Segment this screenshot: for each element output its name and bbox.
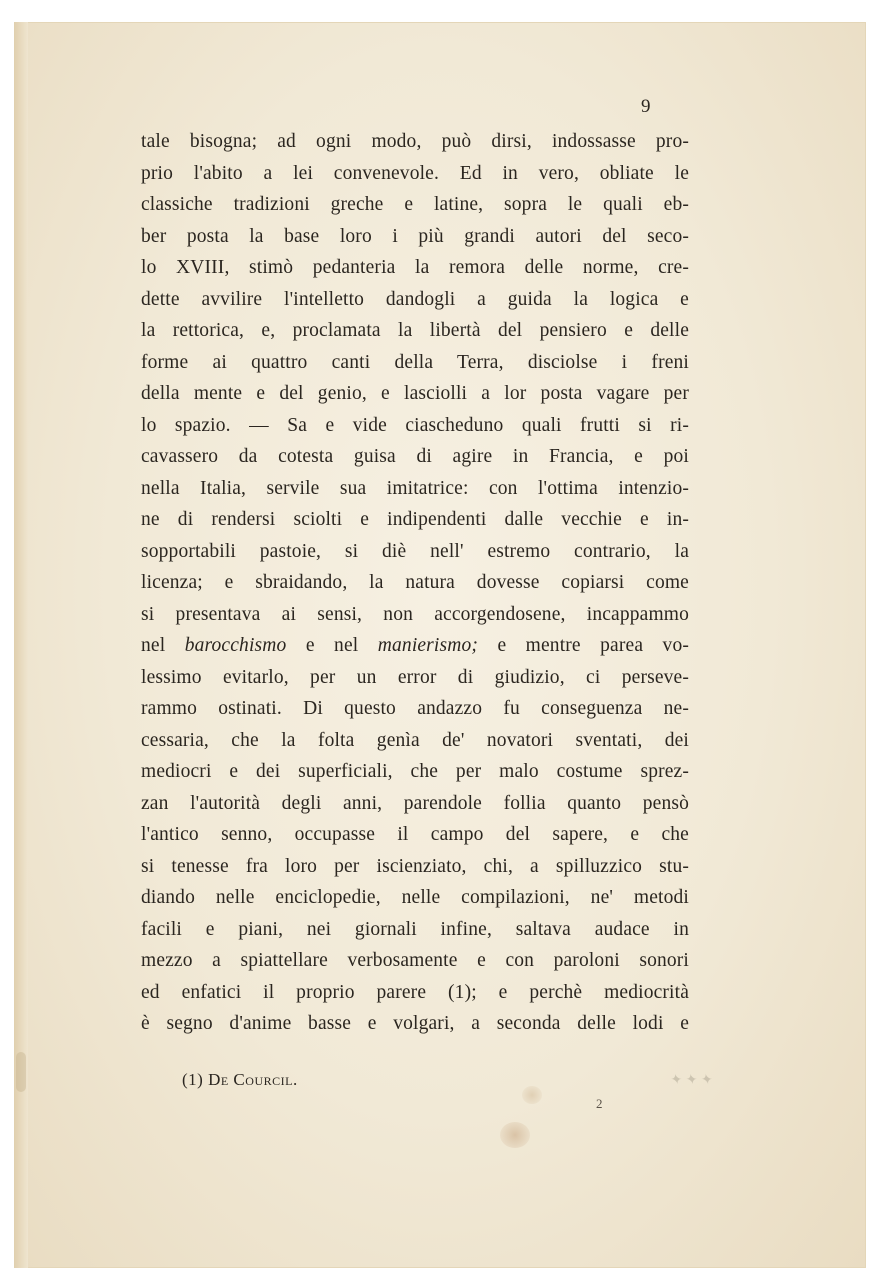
body-text	[141, 126, 689, 1040]
foxing-stain	[500, 1122, 530, 1148]
text-line: forme ai quattro canti della Terra, disciolse i freni	[141, 351, 689, 373]
text-fragment: nel	[141, 635, 185, 656]
foxing-stain	[522, 1086, 542, 1104]
footnote-text: De Courcil.	[208, 1070, 298, 1089]
text-line: nella Italia, servile sua imitatrice: con l'ottima intenzio-	[141, 477, 689, 499]
signature-mark: 2	[596, 1096, 603, 1111]
footnote	[182, 1070, 298, 1090]
page-number: 9	[641, 96, 651, 117]
text-line: si tenesse fra loro per iscienziato, chi, a spilluzzico stu-	[141, 855, 689, 877]
text-line: si presentava ai sensi, non accorgendosene, incappammo	[141, 603, 689, 625]
text-line: tale bisogna; ad ogni modo, può dirsi, indossasse pro-	[141, 131, 689, 152]
text-line: diando nelle enciclopedie, nelle compilazioni, ne' metodi	[141, 887, 689, 908]
text-line: è segno d'anime basse e volgari, a seconda delle lodi e	[141, 1013, 689, 1034]
text-fragment: e nel	[286, 635, 378, 656]
text-line: l'antico senno, occupasse il campo del sapere, e che	[141, 824, 689, 845]
show-through-text: ✦ ✦ ✦	[671, 1073, 714, 1088]
text-line: sopportabili pastoie, si diè nell' estremo contrario, la	[141, 540, 689, 562]
text-line: cavassero da cotesta guisa di agire in Francia, e poi	[141, 446, 689, 467]
text-line: rammo ostinati. Di questo andazzo fu conseguenza ne-	[141, 698, 689, 719]
text-line: prio l'abito a lei convenevole. Ed in vero, obliate le	[141, 162, 689, 184]
text-line: lessimo evitarlo, per un error di giudizio, ci perseve-	[141, 666, 689, 688]
text-line: mediocri e dei superficiali, che per malo costume sprez-	[141, 761, 689, 782]
text-line: dette avvilire l'intelletto dandogli a guida la logica e	[141, 288, 689, 310]
text-line: della mente e del genio, e lasciolli a lor posta vagare per	[141, 383, 689, 404]
text-fragment: e mentre parea vo-	[478, 635, 689, 656]
text-line: ber posta la base loro i più grandi autori del seco-	[141, 225, 689, 247]
text-line: la rettorica, e, proclamata la libertà del pensiero e delle	[141, 320, 689, 341]
text-line: ne di rendersi sciolti e indipendenti dalle vecchie e in-	[141, 509, 689, 530]
text-line: lo spazio. — Sa e vide ciascheduno quali frutti si ri-	[141, 414, 689, 436]
text-line: facili e piani, nei giornali infine, saltava audace in	[141, 918, 689, 940]
footnote-marker: (1)	[182, 1070, 204, 1089]
edge-stain	[16, 1052, 26, 1092]
italic-term: barocchismo	[184, 635, 287, 656]
text-line: cessaria, che la folta genìa de' novatori sventati, dei	[141, 729, 689, 751]
text-line-italic-terms	[141, 630, 689, 662]
text-line: ed enfatici il proprio parere (1); e perchè mediocrità	[141, 981, 689, 1003]
text-line: mezzo a spiattellare verbosamente e con paroloni sonori	[141, 950, 689, 971]
italic-term: manierismo;	[377, 635, 479, 656]
text-line: zan l'autorità degli anni, parendole follia quanto pensò	[141, 792, 689, 814]
text-line: classiche tradizioni greche e latine, sopra le quali eb-	[141, 194, 689, 215]
book-page	[14, 22, 866, 1268]
text-line: licenza; e sbraidando, la natura dovesse copiarsi come	[141, 572, 689, 593]
text-line: lo XVIII, stimò pedanteria la remora delle norme, cre-	[141, 257, 689, 278]
